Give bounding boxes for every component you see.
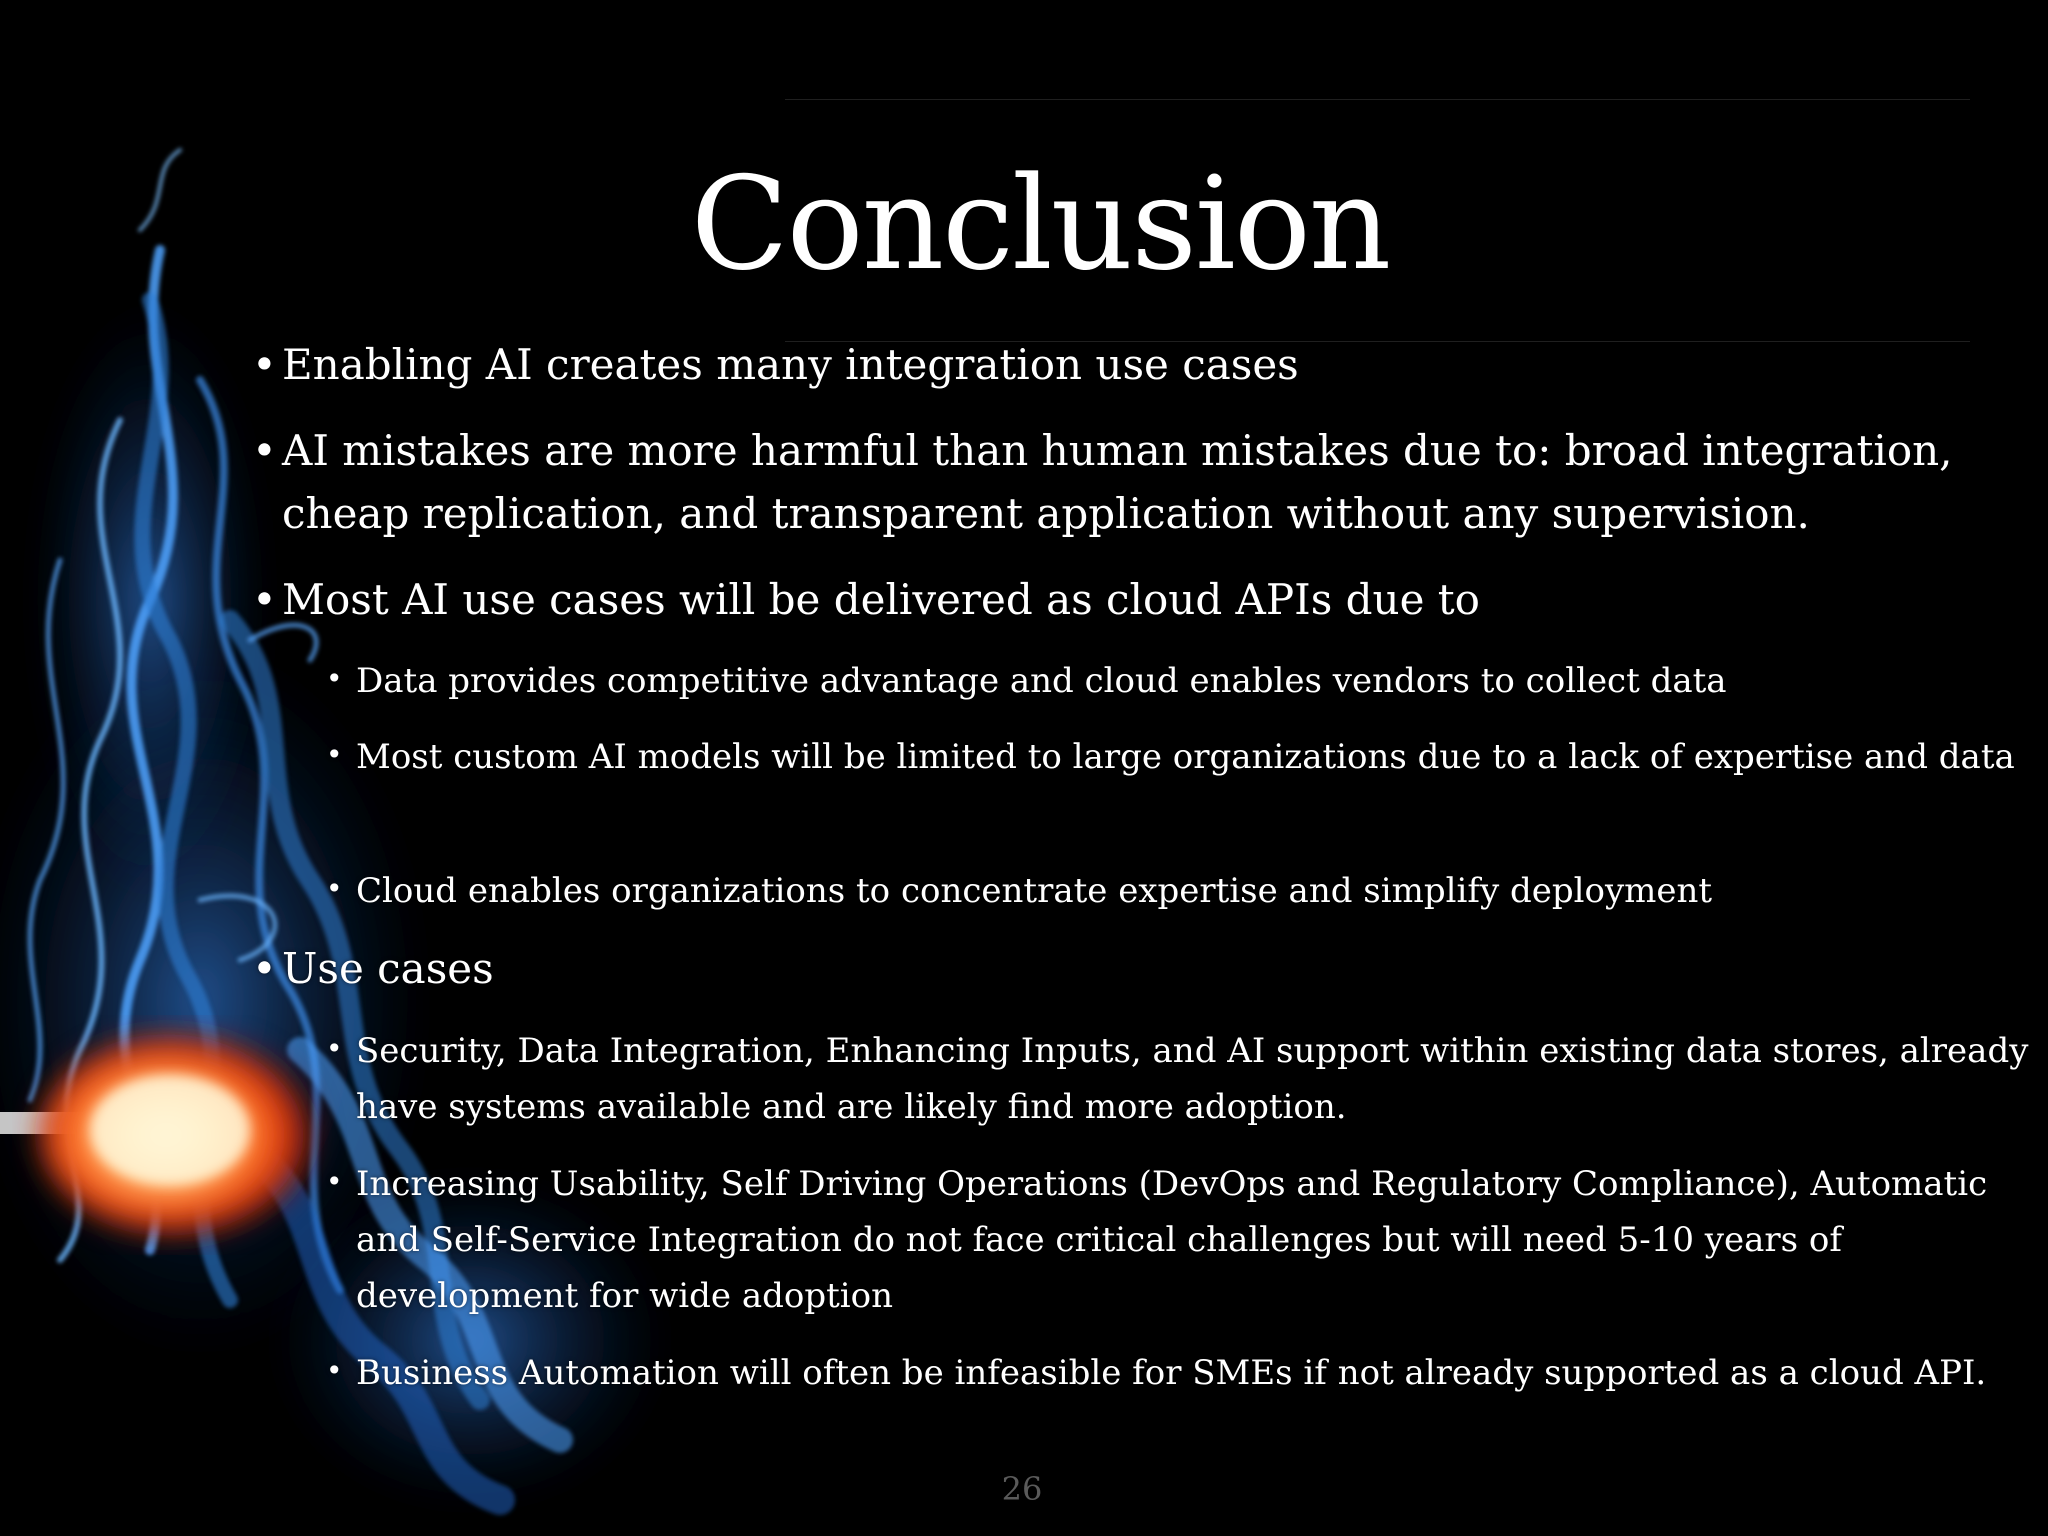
sub-bullet-item: • Cloud enables organizations to concentrate expertise and simplify deployment	[326, 863, 2048, 919]
sub-bullet-item: • Security, Data Integration, Enhancing Inputs, and AI support within existing data stores, already have systems available and are likely find more adoption.	[326, 1023, 2048, 1135]
title-rule-top	[785, 99, 1970, 100]
bullet-item: • Enabling AI creates many integration use cases	[252, 333, 2042, 396]
bullet-item: • Most AI use cases will be delivered as cloud APIs due to	[252, 568, 2042, 631]
bullet-item: • AI mistakes are more harmful than human mistakes due to: broad integration, cheap replication, and transparent application without any supervision.	[252, 419, 2042, 545]
sub-bullet-item: • Data provides competitive advantage and cloud enables vendors to collect data	[326, 653, 2048, 709]
page-number: 26	[1001, 1470, 1043, 1508]
slide-title: Conclusion	[690, 150, 1390, 299]
sub-bullet-item: • Increasing Usability, Self Driving Operations (DevOps and Regulatory Compliance), Automatic and Self-Service Integration do not face critical challenges but will need 5-10 years of development for wide adoption	[326, 1156, 2048, 1324]
sub-bullet-item: • Most custom AI models will be limited to large organizations due to a lack of expertise and data	[326, 729, 2048, 785]
bullet-item: • Use cases	[252, 937, 2042, 1000]
sub-bullet-item: • Business Automation will often be infeasible for SMEs if not already supported as a cloud API.	[326, 1345, 2048, 1401]
